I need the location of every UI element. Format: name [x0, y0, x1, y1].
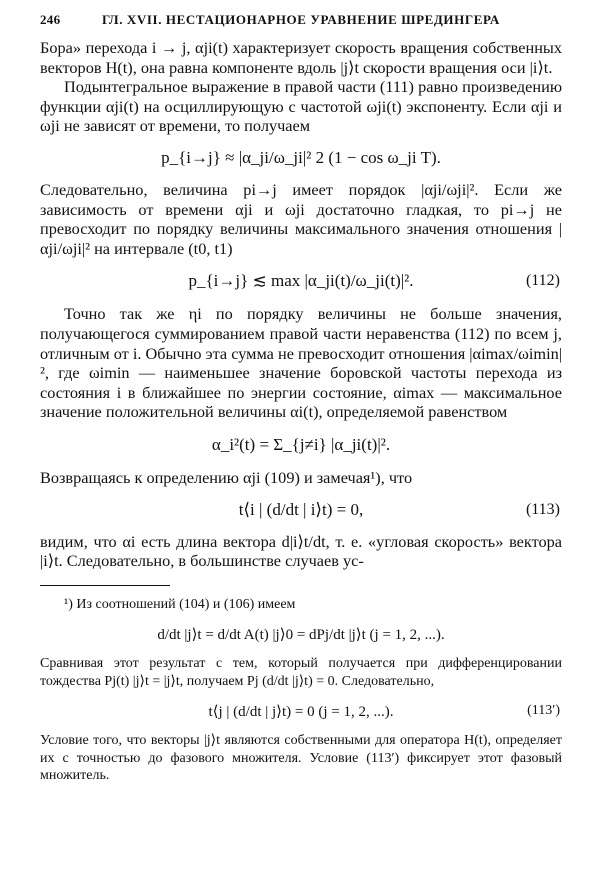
equation-text: p_{i→j} ≲ max |α_ji(t)/ω_ji(t)|². [188, 271, 414, 291]
page-header [40, 12, 562, 38]
page-number: 246 [40, 12, 61, 27]
equation-text: p_{i→j} ≈ |α_ji/ω_ji|² 2 (1 − cos ω_ji T). [161, 147, 441, 167]
equation-112 [40, 258, 562, 304]
paragraph-3: Следовательно, величина pi→j имеет порядок |αji/ωji|². Если же зависимость от времени αji и ωji достаточно гладкая, то pi→j не превосходит по порядку величины максимального значения отношения |αji/ωji|² на интервале (t0, t1) [40, 179, 562, 258]
footnote-equation-1 [40, 613, 562, 655]
footnote-intro: ¹) Из соотношений (104) и (106) имеем [64, 596, 296, 612]
footnote [40, 596, 562, 785]
paragraph-6: видим, что αi есть длина вектора d|i⟩t/dt, т. е. «угловая скорость» вектора |i⟩t. Следовательно, в большинстве случаев ус- [40, 531, 562, 571]
footnote-text-1: Сравнивая этот результат с тем, который получается при дифференцировании тождества Pj(t) |j⟩t = |j⟩t, получаем Pj (d/dt |j⟩t) = 0. Следовательно, [40, 656, 562, 689]
equation-alpha-definition [40, 422, 562, 468]
equation-transition-probability [40, 136, 562, 180]
running-title: ГЛ. XVII. НЕСТАЦИОНАРНОЕ УРАВНЕНИЕ ШРЕДИНГЕРА [102, 12, 500, 27]
equation-text: d/dt |j⟩t = d/dt A(t) |j⟩0 = dPj/dt |j⟩t (j = 1, 2, ...). [157, 626, 445, 643]
equation-113 [40, 488, 562, 532]
equation-text: α_i²(t) = Σ_{j≠i} |α_ji(t)|². [211, 434, 391, 454]
footnote-divider [40, 585, 170, 586]
paragraph-1: Бора» перехода i → j, αji(t) характеризует скорость вращения собственных векторов H(t), она равна компоненте вдоль |j⟩t скорости вращения оси |i⟩t. [40, 38, 562, 77]
equation-text: t⟨j | (d/dt | j⟩t) = 0 (j = 1, 2, ...). [208, 703, 394, 720]
equation-text: t⟨i | (d/dt | i⟩t) = 0, [238, 499, 364, 519]
book-page [40, 12, 562, 785]
equation-number: (113) [525, 500, 560, 518]
footnote-equation-113prime [40, 690, 562, 732]
footnote-text-2: Условие того, что векторы |j⟩t являются собственными для оператора H(t), определяет их с точностью до фазового множителя. Условие (113′) фиксирует этот фазовый множитель. [40, 733, 562, 784]
equation-number: (113′) [527, 703, 560, 719]
paragraph-4: Точно так же ηi по порядку величины не больше значения, получающегося суммированием правой части неравенства (112) по всем j, отличным от i. Обычно эта сумма не превосходит отношения |αimax/ωimin|², где ωimin — наименьшее значение боровской частоты перехода из состояния i в ближайшее по энергии состояние, αimax — максимальное значение положительной величины αi(t), определяемой равенством [40, 304, 562, 422]
paragraph-5: Возвращаясь к определению αji (109) и замечая¹), что [40, 467, 413, 487]
equation-number: (112) [525, 272, 560, 290]
paragraph-2: Подынтегральное выражение в правой части (111) равно произведению функции αji(t) на осциллирующую с частотой ωji(t) экспоненту. Если αji и ωji не зависят от времени, то получаем [40, 77, 562, 136]
